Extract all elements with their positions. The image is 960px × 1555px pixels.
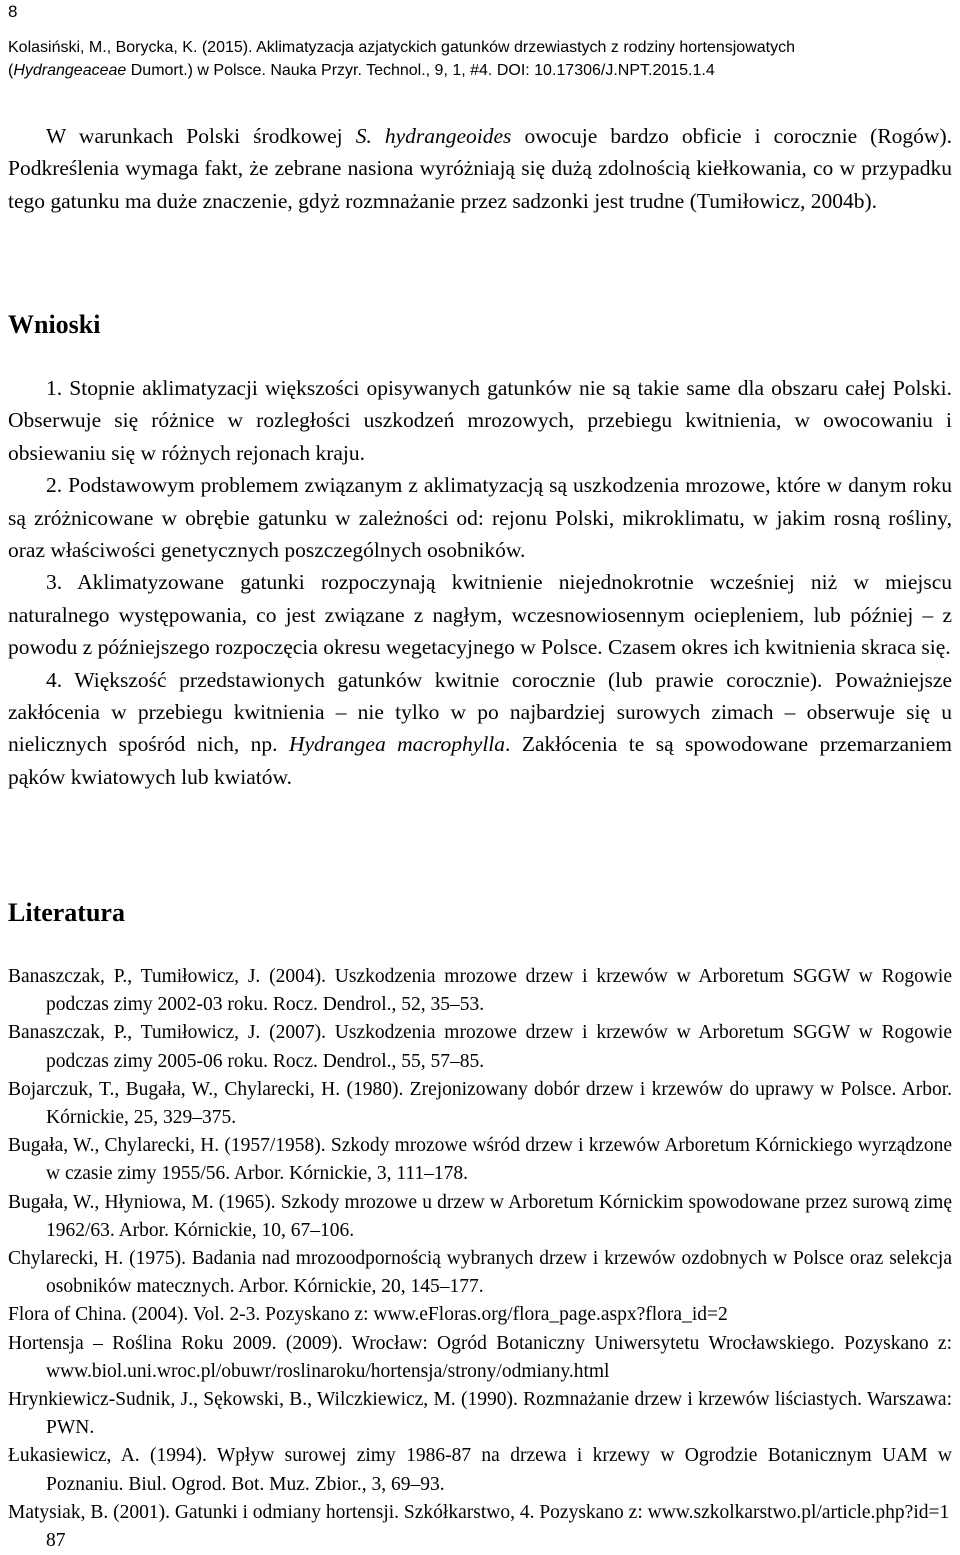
header-citation-line-1: Kolasiński, M., Borycka, K. (2015). Aklimatyzacja azjatyckich gatunków drzewiastych z rodziny hortensjowatych [8,39,795,56]
species-name: S. hydrangeoides [355,124,512,148]
reference-item: Banaszczak, P., Tumiłowicz, J. (2004). Uszkodzenia mrozowe drzew i krzewów w Arboretum SGGW w Rogowie podczas zimy 2002-03 roku. Rocz. Dendrol., 52, 35–53. [8,966,952,1016]
conclusion-item-2: 2. Podstawowym problemem związanym z aklimatyzacją są uszkodzenia mrozowe, które w danym roku są zróżnicowane w obrębie gatunku w zależności od: rejonu Polski, mikroklimatu, w jakim rosną rośliny, oraz właściwości genetycznych poszczególnych osobników. [8,473,952,563]
reference-item: Łukasiewicz, A. (1994). Wpływ surowej zimy 1986-87 na drzewa i krzewy w Ogrodzie Botanicznym UAM w Poznaniu. Biul. Ogrod. Bot. Muz. Zbior., 3, 69–93. [8,1445,952,1495]
conclusion-item-1: 1. Stopnie aklimatyzacji większości opisywanych gatunków nie są takie same dla obszaru całej Polski. Obserwuje się różnice w rozległości uszkodzeń mrozowych, przebiegu kwitnienia, w owocowaniu i obsiewaniu się w różnych rejonach kraju. [8,376,952,465]
reference-item: Chylarecki, H. (1975). Badania nad mrozoodpornością wybranych drzew i krzewów ozdobnych w Polsce oraz selekcja osobników matecznych. Arbor. Kórnickie, 20, 145–177. [8,1248,952,1298]
reference-item: Bojarczuk, T., Bugała, W., Chylarecki, H. (1980). Zrejonizowany dobór drzew i krzewów do uprawy w Polsce. Arbor. Kórnickie, 25, 329–375. [8,1078,952,1129]
conclusions-list [8,372,952,793]
reference-item: Hortensja – Roślina Roku 2009. (2009). Wrocław: Ogród Botaniczny Uniwersytetu Wrocławskiego. Pozyskano z: www.biol.uni.wroc.pl/obuwr/roslinaroku/hortensja/strony/odmiany.html [8,1332,952,1382]
reference-item: Hrynkiewicz-Sudnik, J., Sękowski, B., Wilczkiewicz, M. (1990). Rozmnażanie drzew i krzewów liściastych. Warszawa: PWN. [8,1389,952,1439]
conclusion-item-4: 4. Większość przedstawionych gatunków kwitnie corocznie (lub prawie corocznie). Poważniejsze zakłócenia w przebiegu kwitnienia – nie tylko w po najbardziej surowych zimach – obserwuje się u nielicznych spośród nich, np. Hydrangea macrophylla. Zakłócenia te są spowodowane przemarzaniem pąków kwiatowych lub kwiatów. [8,667,952,789]
reference-item: Bugała, W., Chylarecki, H. (1957/1958). Szkody mrozowe wśród drzew i krzewów Arboretum Kórnickiego wyrządzone w czasie zimy 1955/56. Arbor. Kórnickie, 3, 111–178. [8,1135,952,1185]
reference-item: Bugała, W., Hłyniowa, M. (1965). Szkody mrozowe u drzew w Arboretum Kórnickim spowodowane przez surową zimę 1962/63. Arbor. Kórnickie, 10, 67–106. [8,1191,952,1241]
header-family-name: Hydrangeaceae [13,62,127,79]
header-citation-line-2: (Hydrangeaceae Dumort.) w Polsce. Nauka Przyr. Technol., 9, 1, #4. DOI: 10.17306/J.NPT.2015.1.4 [8,62,715,79]
reference-item: Matysiak, B. (2001). Gatunki i odmiany hortensji. Szkółkarstwo, 4. Pozyskano z: www.szkolkarstwo.pl/article.php?id=187 [8,1501,950,1552]
conclusion-item-3: 3. Aklimatyzowane gatunki rozpoczynają kwitnienie niejednokrotnie wcześniej niż w miejscu naturalnego występowania, co jest związane z nagłym, wczesnowiosennym ociepleniem, lub później – z powodu z późniejszego rozpoczęcia okresu wegetacyjnego w Polsce. Czasem okres ich kwitnienia skraca się. [8,570,952,660]
reference-list [8,963,952,1555]
reference-item: Banaszczak, P., Tumiłowicz, J. (2007). Uszkodzenia mrozowe drzew i krzewów w Arboretum SGGW w Rogowie podczas zimy 2005-06 roku. Rocz. Dendrol., 55, 57–85. [8,1022,952,1072]
section-heading-references: Literatura [8,898,125,927]
species-name: Hydrangea macrophylla [288,732,506,757]
intro-paragraph: W warunkach Polski środkowej S. hydrangeoides owocuje bardzo obficie i corocznie (Rogów). Podkreślenia wymaga fakt, że zebrane nasiona wyróżniają się dużą zdolnością kiełkowania, co w przypadku tego gatunku ma duże znaczenie, gdyż rozmnażanie przez sadzonki jest trudne (Tumiłowicz, 2004b). [8,124,952,213]
running-header [8,36,952,82]
section-heading-conclusions: Wnioski [8,310,101,339]
intro-paragraph-block [8,120,952,217]
page-number: 8 [8,2,18,21]
reference-item: Flora of China. (2004). Vol. 2-3. Pozyskano z: www.eFloras.org/flora_page.aspx?flora_id=2 [8,1304,728,1326]
